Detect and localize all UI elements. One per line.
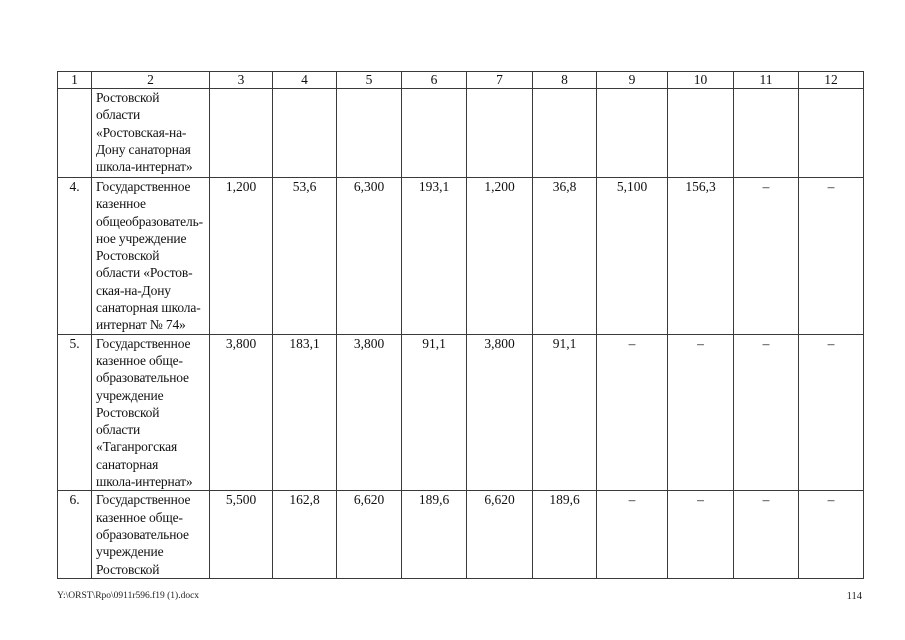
institution-name-line: области «Ростов-: [96, 265, 193, 281]
value-cell: 53,6: [273, 178, 337, 335]
institution-name-line: Государственное: [96, 335, 191, 351]
institution-name-line: «Ростовская-на-: [96, 124, 187, 140]
institution-name: [92, 178, 210, 335]
institution-name-line: учреждение: [96, 387, 164, 403]
institution-name-line: школа-интернат»: [96, 159, 193, 175]
row-number: 4.: [58, 178, 92, 335]
value-cell: [533, 89, 597, 178]
value-cell: [210, 89, 273, 178]
value-cell: 193,1: [402, 178, 467, 335]
value-cell: 5,500: [210, 491, 273, 579]
header-cell-9: 9: [597, 72, 668, 89]
value-cell: –: [734, 491, 799, 579]
value-cell: 36,8: [533, 178, 597, 335]
institution-name-line: Ростовской: [96, 90, 160, 105]
value-cell: 3,800: [210, 334, 273, 491]
value-cell: 156,3: [668, 178, 734, 335]
value-cell: 183,1: [273, 334, 337, 491]
value-cell: –: [597, 334, 668, 491]
header-cell-5: 5: [337, 72, 402, 89]
value-cell: 6,620: [467, 491, 533, 579]
institution-name-line: «Таганрогская: [96, 439, 178, 455]
value-cell: 162,8: [273, 491, 337, 579]
value-cell: [734, 89, 799, 178]
institution-name-line: области: [96, 422, 141, 438]
value-cell: 6,300: [337, 178, 402, 335]
institution-name: [92, 491, 210, 579]
institution-name-line: общеобразователь-: [96, 213, 203, 229]
header-cell-6: 6: [402, 72, 467, 89]
institution-name-line: Ростовской: [96, 248, 160, 264]
header-cell-2: 2: [92, 72, 210, 89]
institution-name: [92, 334, 210, 491]
value-cell: 3,800: [467, 334, 533, 491]
institutions-table: [57, 71, 864, 579]
institution-name-line: Ростовской: [96, 404, 160, 420]
row-number: 6.: [58, 491, 92, 579]
table-row: [58, 334, 864, 491]
institution-name-line: санаторная: [96, 456, 159, 472]
value-cell: [337, 89, 402, 178]
institution-name-line: интернат № 74»: [96, 317, 186, 333]
institution-name-line: образовательное: [96, 370, 189, 386]
header-cell-12: 12: [799, 72, 864, 89]
header-cell-11: 11: [734, 72, 799, 89]
value-cell: –: [734, 178, 799, 335]
institution-name-line: ская-на-Дону: [96, 282, 171, 298]
value-cell: 91,1: [402, 334, 467, 491]
header-cell-3: 3: [210, 72, 273, 89]
table-row: [58, 89, 864, 178]
institution-name-line: санаторная школа-: [96, 300, 201, 316]
value-cell: [402, 89, 467, 178]
header-cell-4: 4: [273, 72, 337, 89]
value-cell: –: [597, 491, 668, 579]
footer-file-path: Y:\ORST\Rpo\0911r596.f19 (1).docx: [57, 591, 200, 601]
institution-name-line: казенное: [96, 196, 146, 212]
value-cell: 5,100: [597, 178, 668, 335]
header-cell-1: 1: [58, 72, 92, 89]
institution-name-line: Ростовской: [96, 561, 160, 577]
institution-name-line: казенное обще-: [96, 352, 183, 368]
value-cell: –: [668, 491, 734, 579]
institution-name-line: образовательное: [96, 526, 189, 542]
value-cell: [597, 89, 668, 178]
value-cell: [799, 89, 864, 178]
page-number: 114: [846, 591, 862, 602]
institution-name-line: учреждение: [96, 544, 164, 560]
table-row: [58, 491, 864, 579]
institution-name-line: школа-интернат»: [96, 474, 193, 490]
value-cell: [273, 89, 337, 178]
institution-name-line: Дону санаторная: [96, 141, 191, 157]
value-cell: 189,6: [402, 491, 467, 579]
value-cell: [467, 89, 533, 178]
value-cell: 3,800: [337, 334, 402, 491]
institution-name-line: ное учреждение: [96, 230, 187, 246]
value-cell: –: [734, 334, 799, 491]
row-number: 5.: [58, 334, 92, 491]
institution-name: [92, 89, 210, 178]
value-cell: –: [799, 178, 864, 335]
row-number: [58, 89, 92, 178]
header-cell-8: 8: [533, 72, 597, 89]
value-cell: 91,1: [533, 334, 597, 491]
value-cell: 189,6: [533, 491, 597, 579]
value-cell: 6,620: [337, 491, 402, 579]
header-cell-10: 10: [668, 72, 734, 89]
value-cell: [668, 89, 734, 178]
value-cell: –: [668, 334, 734, 491]
institution-name-line: казенное обще-: [96, 509, 183, 525]
institution-name-line: Государственное: [96, 492, 191, 508]
value-cell: 1,200: [467, 178, 533, 335]
institution-name-line: Государственное: [96, 179, 191, 194]
institution-name-line: области: [96, 107, 141, 123]
header-cell-7: 7: [467, 72, 533, 89]
value-cell: –: [799, 491, 864, 579]
table-row: [58, 178, 864, 335]
value-cell: 1,200: [210, 178, 273, 335]
value-cell: –: [799, 334, 864, 491]
table-header-row: [58, 72, 864, 89]
